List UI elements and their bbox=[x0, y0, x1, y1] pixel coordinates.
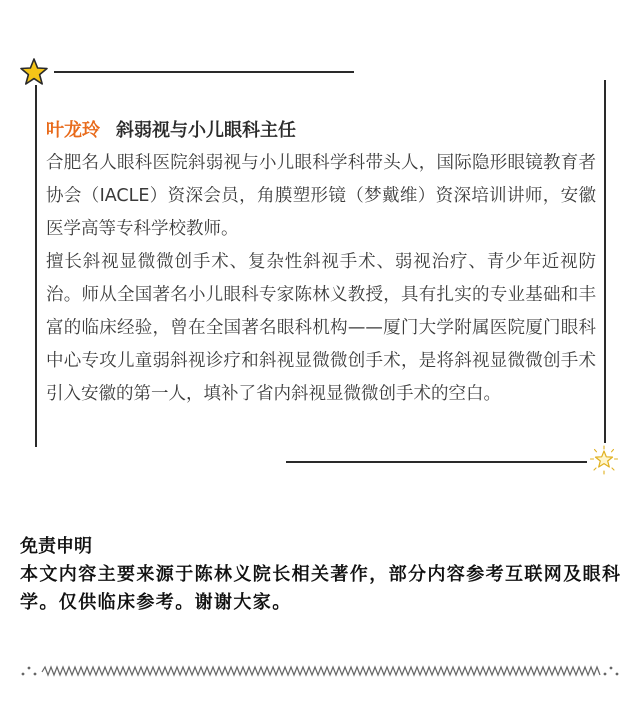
profile-header bbox=[46, 116, 596, 146]
disclaimer-heading: 免责申明 bbox=[20, 536, 92, 557]
sparkle-star-icon bbox=[589, 445, 619, 475]
zigzag-divider bbox=[20, 660, 620, 680]
profile-paragraph-credentials: 合肥名人眼科医院斜弱视与小儿眼科学科带头人，国际隐形眼镜教育者协会（IACLE）资深会员，角膜塑形镜（梦戴维）资深培训讲师，安徽医学高等专科学校教师。 bbox=[46, 153, 596, 239]
doctor-title: 斜弱视与小儿眼科主任 bbox=[116, 120, 296, 141]
doctor-name: 叶龙玲 bbox=[46, 120, 100, 141]
frame-top-line bbox=[54, 71, 354, 73]
profile-paragraph-expertise: 擅长斜视显微微创手术、复杂性斜视手术、弱视治疗、青少年近视防治。师从全国著名小儿眼科专家陈林义教授，具有扎实的专业基础和丰富的临床经验，曾在全国著名眼科机构——厦门大学附属医院厦门眼科中心专攻儿童弱斜视诊疗和斜视显微微创手术，是将斜视显微微创手术引入安徽的第一人，填补了省内斜视显微微创手术的空白。 bbox=[46, 252, 596, 404]
profile-section bbox=[46, 116, 596, 411]
frame-bottom-line bbox=[286, 461, 587, 463]
star-icon bbox=[19, 57, 49, 87]
disclaimer-section bbox=[20, 533, 625, 617]
frame-right-line bbox=[604, 80, 606, 443]
disclaimer-body: 本文内容主要来源于陈林义院长相关著作，部分内容参考互联网及眼科学。仅供临床参考。谢谢大家。 bbox=[20, 564, 622, 613]
frame-left-line bbox=[35, 85, 37, 447]
